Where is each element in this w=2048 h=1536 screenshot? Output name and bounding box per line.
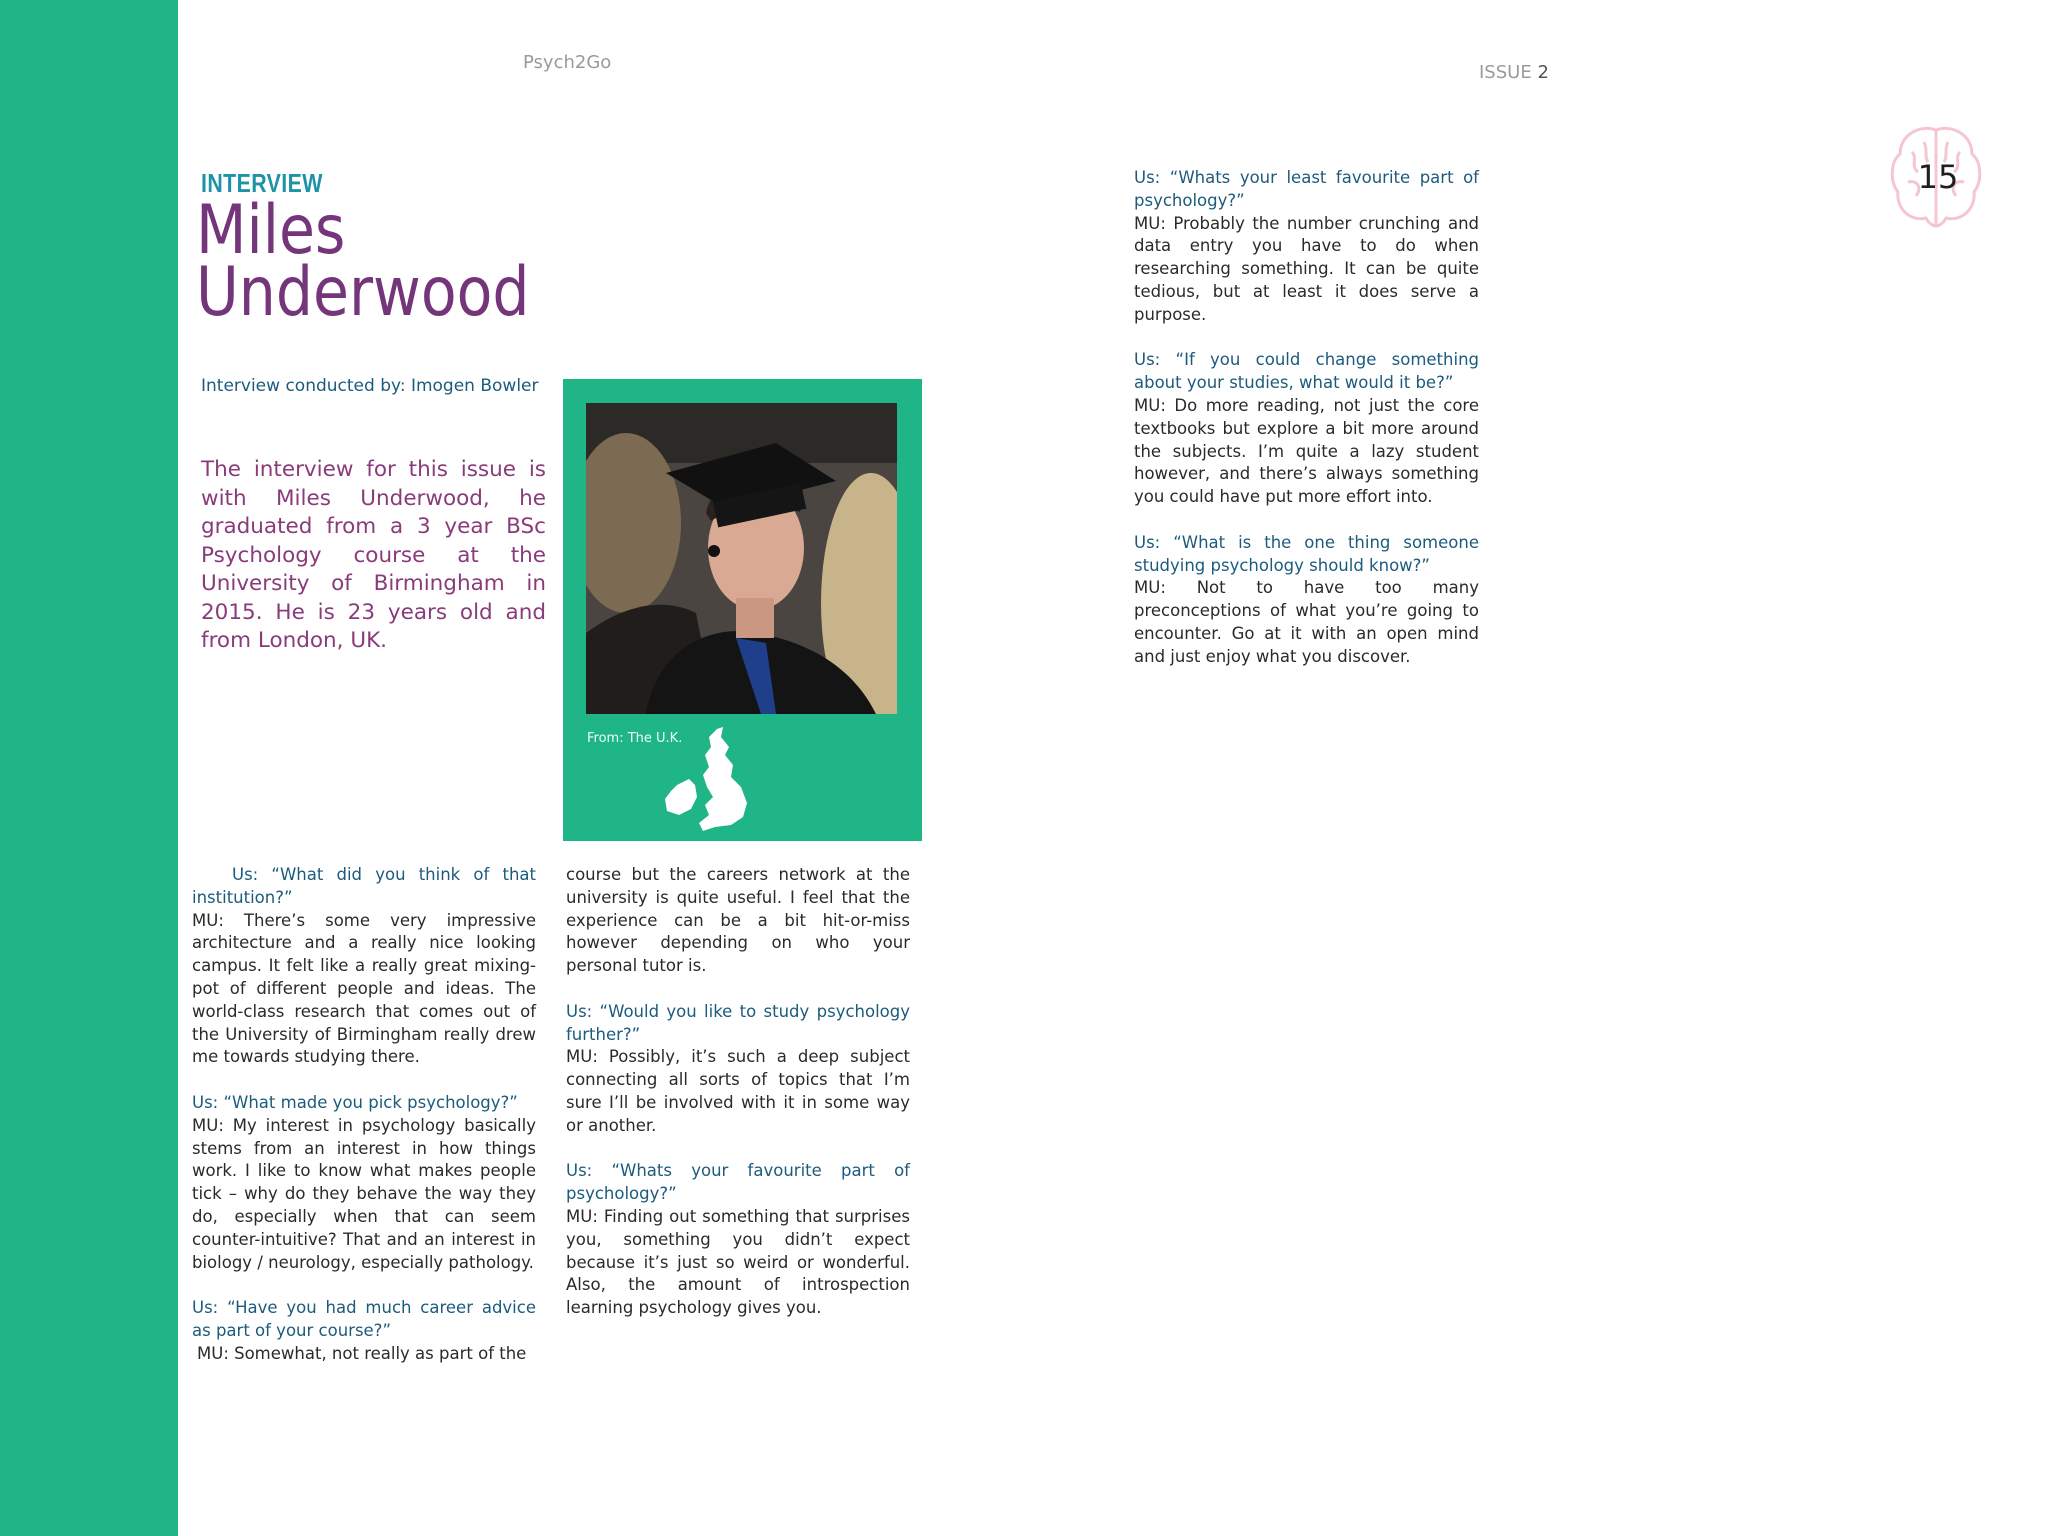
answer-study-further: MU: Possibly, it’s such a deep subject connecting all sorts of topics that I’m sure I’ll be involved with it in some way or another. — [566, 1047, 910, 1135]
answer-pick-psychology: MU: My interest in psychology basically stems from an interest in how things work. I like to know what makes people tick – why do they behave the way they do, especially when that can seem counter-intuitive? That and an interest in biology / neurology, especially pathology. — [192, 1115, 536, 1272]
interviewee-name — [196, 191, 530, 332]
interview-column-3 — [1134, 167, 1479, 691]
answer-institution: MU: There’s some very impressive architecture and a really nice looking campus. It felt like a really great mixing-pot of different people and ideas. The world-class research that comes out of the University of Birmingham really drew me towards studying there. — [192, 910, 536, 1067]
issue-text: ISSUE — [1479, 62, 1532, 83]
graduate-photo — [586, 403, 897, 714]
answer-least-favourite: MU: Probably the number crunching and data entry you have to do when researching something. It can be quite tedious, but at least it does serve a purpose. — [1134, 213, 1479, 324]
answer-career-advice-cont: course but the careers network at the university is quite useful. I feel that the experience can be a bit hit-or-miss however depending on who your personal tutor is. — [566, 865, 910, 976]
answer-career-advice-start: MU: Somewhat, not really as part of the — [197, 1343, 527, 1363]
intro-paragraph: The interview for this issue is with Miles Underwood, he graduated from a 3 year BSc Psychology course at the University of Birmingham in 2015. He is 23 years old and from London, UK. — [201, 457, 546, 653]
question-favourite-part: Us: “Whats your favourite part of psychology?” — [566, 1161, 910, 1204]
issue-label — [1479, 62, 1549, 83]
question-one-thing: Us: “What is the one thing someone studying psychology should know?” — [1134, 532, 1479, 575]
uk-map-icon — [659, 725, 755, 837]
section-kicker: INTERVIEW — [201, 168, 323, 198]
question-career-advice: Us: “Have you had much career advice as part of your course?” — [192, 1298, 536, 1340]
name-first: Miles — [196, 191, 346, 270]
interview-column-2 — [566, 864, 910, 1343]
sidebar-stripe — [0, 0, 178, 1536]
photo-caption: From: The U.K. — [587, 731, 683, 746]
answer-favourite-part: MU: Finding out something that surprises you, something you didn’t expect because it’s just so weird or wonderful. Also, the amount of introspection learning psychology gives you. — [566, 1206, 910, 1318]
answer-change-studies: MU: Do more reading, not just the core textbooks but explore a bit more around the subjects. I’m quite a lazy student however, and there’s always something you could have put more effort into. — [1134, 395, 1479, 507]
answer-one-thing: MU: Not to have too many preconceptions of what you’re going to encounter. Go at it with an open mind and just enjoy what you discover. — [1134, 578, 1479, 666]
byline: Interview conducted by: Imogen Bowler — [201, 376, 539, 396]
question-study-further: Us: “Would you like to study psychology further?” — [566, 1001, 910, 1044]
question-institution: Us: “What did you think of that institution?” — [192, 865, 536, 907]
page-number: 15 — [1917, 158, 1959, 196]
profile-card — [563, 379, 922, 841]
question-pick-psychology: Us: “What made you pick psychology?” — [192, 1092, 518, 1112]
name-last: Underwood — [196, 253, 530, 332]
issue-number: 2 — [1537, 62, 1549, 83]
masthead: Psych2Go — [523, 52, 612, 73]
interview-column-1 — [192, 864, 536, 1366]
question-change-studies: Us: “If you could change something about your studies, what would it be?” — [1134, 350, 1479, 393]
question-least-favourite: Us: “Whats your least favourite part of psychology?” — [1134, 168, 1479, 210]
